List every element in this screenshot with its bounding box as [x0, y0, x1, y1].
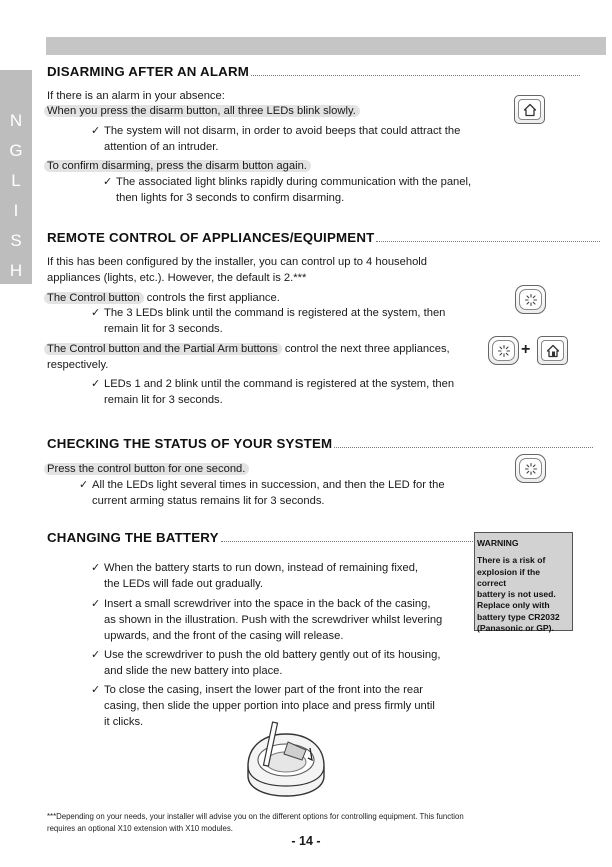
language-side-tab	[0, 70, 32, 284]
footnote-line: ***Depending on your needs, your installer will advise you on the different options for controlling equipment. This function	[47, 812, 464, 821]
bullet-item	[91, 560, 419, 592]
dotted-rule	[376, 241, 600, 242]
bullet-text: and slide the new battery into place.	[104, 665, 283, 677]
bullet-text: Insert a small screwdriver into the space in the back of the casing,	[104, 598, 431, 610]
highlighted-text: Press the control button for one second.	[44, 463, 249, 475]
warning-line: explosion if the correct	[477, 566, 541, 588]
home-icon	[518, 99, 541, 120]
disarm-button	[514, 95, 545, 124]
bullet-text: The system will not disarm, in order to avoid beeps that could attract the	[104, 125, 461, 137]
bullet-text: The associated light blinks rapidly during communication with the panel,	[116, 176, 472, 188]
bullet-item	[91, 376, 455, 408]
side-tab-letter: H	[9, 261, 23, 280]
bullet-text: LEDs 1 and 2 blink until the command is registered at the system, then	[104, 378, 455, 390]
check-icon: ✓	[91, 125, 101, 137]
bullet-text: upwards, and the front of the casing will release.	[104, 630, 344, 642]
control-button	[515, 454, 546, 483]
warning-title: WARNING	[477, 538, 519, 548]
highlighted-text: The Control button and the Partial Arm buttons	[44, 343, 282, 355]
dotted-rule	[334, 447, 593, 448]
paragraph	[47, 461, 249, 477]
highlighted-text: To confirm disarming, press the disarm button again.	[44, 160, 311, 172]
section-heading-status	[47, 436, 593, 451]
paragraph	[47, 103, 360, 119]
bullet-text: Use the screwdriver to push the old battery gently out of its housing,	[104, 649, 441, 661]
section-heading-disarming	[47, 64, 580, 79]
warning-line: battery type CR2032	[477, 611, 560, 622]
plus-sign: +	[521, 341, 531, 358]
warning-line: There is a risk of	[477, 555, 546, 566]
warning-line: Replace only with	[477, 600, 550, 611]
highlighted-text: The Control button	[44, 292, 144, 304]
bullet-text: remain lit for 3 seconds.	[104, 323, 223, 335]
check-icon: ✓	[79, 479, 89, 491]
paragraph	[47, 158, 311, 174]
paragraph	[47, 341, 450, 357]
footnote-line: requires an optional X10 extension with X10 modules.	[47, 823, 233, 833]
side-tab-letter: I	[13, 201, 19, 220]
bullet-text: To close the casing, insert the lower part of the front into the rear	[104, 684, 424, 696]
side-tab-letter: N	[9, 111, 23, 130]
bullet-text: as shown in the illustration. Push with the screwdriver whilst levering	[104, 614, 443, 626]
bullet-text: The 3 LEDs blink until the command is registered at the system, then	[104, 307, 446, 319]
check-icon: ✓	[91, 598, 101, 610]
text: controls the first appliance.	[143, 292, 280, 304]
control-button	[488, 336, 519, 365]
partial-arm-icon	[541, 340, 564, 361]
check-icon: ✓	[91, 307, 101, 319]
section-title: REMOTE CONTROL OF APPLIANCES/EQUIPMENT	[47, 230, 375, 245]
top-bar	[46, 37, 606, 55]
control-button	[515, 285, 546, 314]
bullet-text: then lights for 3 seconds to confirm disarming.	[116, 192, 345, 204]
check-icon: ✓	[91, 684, 101, 696]
partial-arm-button	[537, 336, 568, 365]
bullet-item	[91, 647, 441, 679]
dotted-rule	[221, 541, 493, 542]
sun-burst-icon	[519, 289, 542, 310]
bullet-text: current arming status remains lit for 3 seconds.	[92, 495, 325, 507]
warning-line: (Panasonic or GP).	[477, 623, 554, 634]
bullet-item	[79, 477, 445, 509]
battery-casing-illustration	[240, 720, 332, 807]
bullet-item	[91, 123, 461, 155]
warning-line: battery is not used.	[477, 589, 556, 600]
section-title: DISARMING AFTER AN ALARM	[47, 64, 250, 79]
side-tab-letter: L	[11, 171, 21, 190]
footnote	[47, 811, 547, 834]
check-icon: ✓	[91, 649, 101, 661]
dotted-rule	[251, 75, 580, 76]
side-tab-letter: G	[9, 141, 23, 160]
highlighted-text: When you press the disarm button, all three LEDs blink slowly.	[44, 105, 360, 117]
bullet-text: it clicks.	[104, 716, 144, 728]
check-icon: ✓	[91, 378, 101, 390]
paragraph	[47, 290, 280, 306]
bullet-text: the LEDs will fade out gradually.	[104, 578, 263, 590]
check-icon: ✓	[103, 176, 113, 188]
paragraph: If there is an alarm in your absence:	[47, 90, 225, 102]
section-heading-battery	[47, 530, 493, 545]
paragraph: If this has been configured by the installer, you can control up to 4 household	[47, 256, 428, 268]
page-number: - 14 -	[291, 834, 321, 848]
sun-burst-icon	[519, 458, 542, 479]
bullet-text: casing, then slide the upper portion into place and press firmly until	[104, 700, 435, 712]
paragraph: appliances (lights, etc.). However, the default is 2.***	[47, 272, 307, 284]
bullet-item	[91, 305, 446, 337]
bullet-item	[103, 174, 472, 206]
warning-box	[474, 532, 573, 634]
side-tab-letter: S	[10, 231, 22, 250]
sun-burst-icon	[492, 340, 515, 361]
bullet-text: When the battery starts to run down, instead of remaining fixed,	[104, 562, 419, 574]
section-heading-remote	[47, 230, 600, 245]
bullet-text: All the LEDs light several times in succession, and then the LED for the	[92, 479, 445, 491]
section-title: CHANGING THE BATTERY	[47, 530, 219, 545]
check-icon: ✓	[91, 562, 101, 574]
bullet-text: attention of an intruder.	[104, 141, 219, 153]
section-title: CHECKING THE STATUS OF YOUR SYSTEM	[47, 436, 333, 451]
bullet-item	[91, 596, 443, 644]
paragraph: respectively.	[47, 359, 109, 371]
bullet-text: remain lit for 3 seconds.	[104, 394, 223, 406]
text: control the next three appliances,	[281, 343, 450, 355]
